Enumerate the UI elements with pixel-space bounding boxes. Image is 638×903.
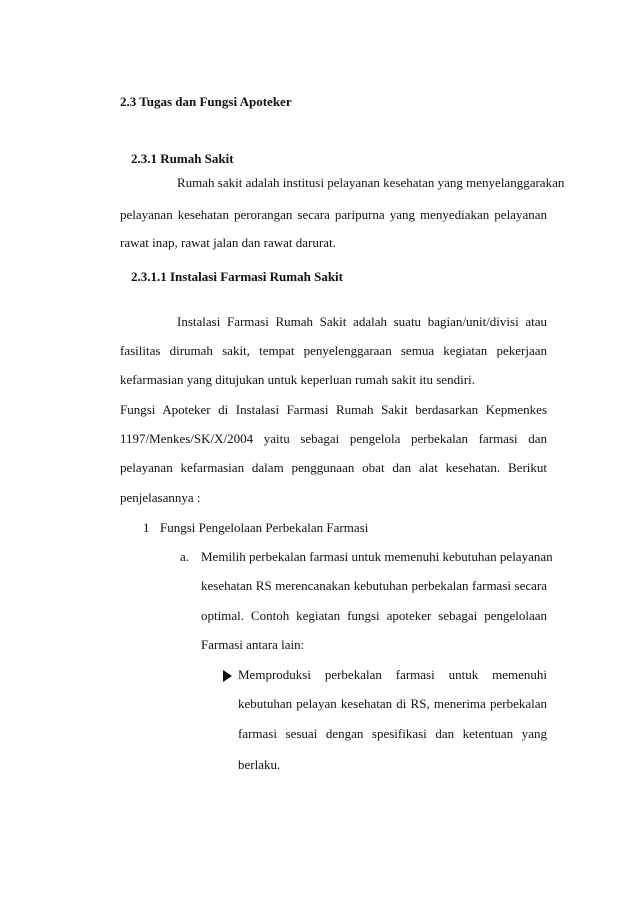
subsection-heading: 2.3.1 Rumah Sakit [131,151,234,166]
paragraph-1-line-1: Rumah sakit adalah institusi pelayanan kesehatan yang menyelanggarakan [177,175,565,190]
bullet-line-4: berlaku. [238,757,281,772]
subsubsection-heading: 2.3.1.1 Instalasi Farmasi Rumah Sakit [131,269,343,284]
paragraph-2-line-1: Instalasi Farmasi Rumah Sakit adalah suatu bagian/unit/divisi atau [177,314,547,329]
list-a-line-2: kesehatan RS merencanakan kebutuhan perbekalan farmasi secara [201,578,547,593]
arrow-bullet-icon [223,670,232,682]
list-a-line-4: Farmasi antara lain: [201,637,305,652]
list-a-line-3: optimal. Contoh kegiatan fungsi apoteker sebagai pengelolaan [201,608,547,623]
list-marker-a: a. [180,549,190,564]
list-a-line-1: Memilih perbekalan farmasi untuk memenuhi kebutuhan pelayanan [201,549,553,564]
bullet-line-3: farmasi sesuai dengan spesifikasi dan ketentuan yang [238,726,547,741]
paragraph-3-line-2: 1197/Menkes/SK/X/2004 yaitu sebagai pengelola perbekalan farmasi dan [120,431,547,446]
paragraph-1-line-2: pelayanan kesehatan perorangan secara paripurna yang menyediakan pelayanan [120,207,547,222]
bullet-line-1: Memproduksi perbekalan farmasi untuk memenuhi [238,667,547,682]
paragraph-2-line-2: fasilitas dirumah sakit, tempat penyelenggaraan semua kegiatan pekerjaan [120,343,547,358]
paragraph-3-line-3: pelayanan kefarmasian dalam penggunaan obat dan alat kesehatan. Berikut [120,460,547,475]
paragraph-3-line-1: Fungsi Apoteker di Instalasi Farmasi Rumah Sakit berdasarkan Kepmenkes [120,402,547,417]
list-number-1: 1 [143,520,150,535]
paragraph-1-line-3: rawat inap, rawat jalan dan rawat darurat. [120,235,336,250]
section-heading: 2.3 Tugas dan Fungsi Apoteker [120,94,292,109]
list-item-1-label: Fungsi Pengelolaan Perbekalan Farmasi [160,520,369,535]
bullet-line-2: kebutuhan pelayan kesehatan di RS, menerima perbekalan [238,696,547,711]
paragraph-3-line-4: penjelasannya : [120,490,201,505]
paragraph-2-line-3: kefarmasian yang ditujukan untuk keperluan rumah sakit itu sendiri. [120,372,475,387]
